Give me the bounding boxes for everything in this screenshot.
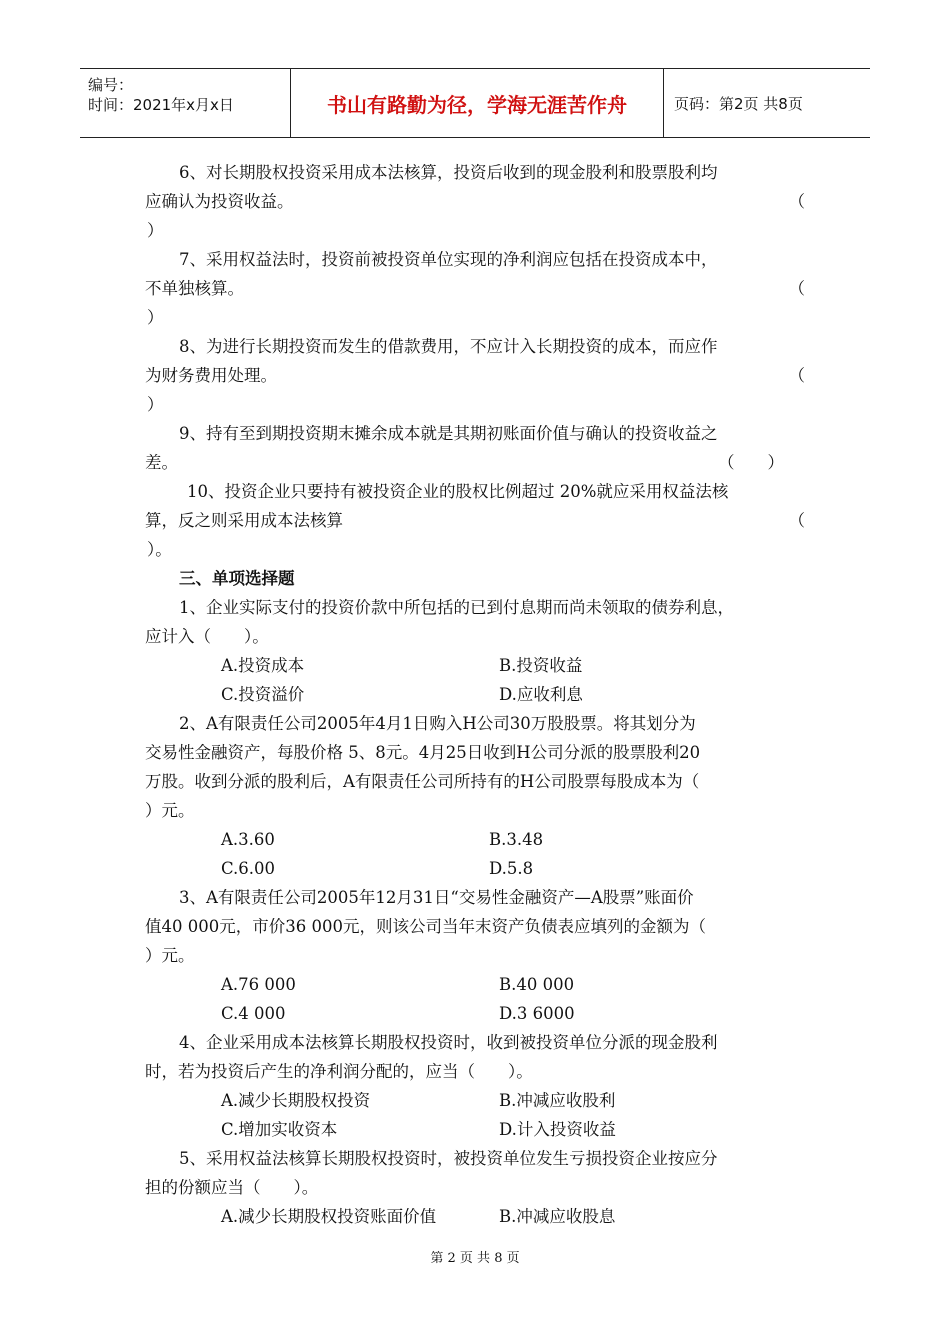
option-a: A.减少长期股权投资	[221, 1091, 371, 1110]
judgment-7: 7、采用权益法时，投资前被投资单位实现的净利润应包括在投资成本中， 不单独核算。 （ ）	[145, 250, 805, 327]
header-meta	[80, 69, 291, 137]
judgment-8: 8、为进行长期投资而发生的借款费用，不应计入长期投资的成本，而应作 为财务费用处理。 （ ）	[145, 337, 805, 414]
judgment-9: 9、持有至到期投资期末摊余成本就是其期初账面价值与确认的投资收益之 差。 （ ）	[145, 424, 784, 472]
section-title: 三、单项选择题	[179, 569, 295, 588]
document-body	[145, 158, 805, 1231]
option-c: C.投资溢价	[221, 685, 305, 704]
mc-question-5: 5、采用权益法核算长期股权投资时，被投资单位发生亏损投资企业按应分 担的份额应当（ ）。 A.减少长期股权投资账面价值 B.冲减应收股息	[145, 1144, 805, 1231]
page-header	[80, 68, 870, 138]
judgment-10: 10、投资企业只要持有被投资企业的股权比例超过 20%就应采用权益法核 算，反之则采用成本法核算 （ ）。	[145, 482, 805, 559]
option-a: A.减少长期股权投资账面价值	[221, 1207, 437, 1226]
option-b: B.冲减应收股息	[499, 1207, 616, 1226]
option-c: C.6.00	[221, 859, 276, 878]
option-c: C.4 000	[221, 1004, 286, 1023]
mc-question-4: 4、企业采用成本法核算长期股权投资时，收到被投资单位分派的现金股利 时，若为投资后产生的净利润分配的，应当（ ）。 A.减少长期股权投资 B.冲减应收股利 C.增加实收资本 D.计入投资收益	[145, 1028, 805, 1144]
option-b: B.40 000	[499, 975, 575, 994]
option-a: A.3.60	[221, 830, 275, 849]
option-c: C.增加实收资本	[221, 1120, 338, 1139]
option-a: A.76 000	[221, 975, 296, 994]
time-label: 时间：2021年x月x日	[88, 96, 234, 114]
option-b: B.投资收益	[499, 656, 583, 675]
mc-question-2: 2、A有限责任公司2005年4月1日购入H公司30万股股票。将其划分为 交易性金融资产，每股价格 5、8元。4月25日收到H公司分派的股票股利20 万股。收到分派的股利后，A有限责任公司所持有的H公司股票每股成本为（ ）元。 A.3.60 B.3.48 C.6.00 D.5.8	[145, 709, 805, 883]
header-page-info: 页码：第2页 共8页	[674, 94, 803, 113]
option-d: D.计入投资收益	[499, 1120, 616, 1139]
option-b: B.3.48	[489, 830, 544, 849]
page-footer: 第 2 页 共 8 页	[430, 1251, 520, 1266]
code-label: 编号：	[88, 76, 134, 94]
option-d: D.3 6000	[499, 1004, 575, 1023]
mc-question-3: 3、A有限责任公司2005年12月31日“交易性金融资产—A股票”账面价 值40 000元，市价36 000元，则该公司当年末资产负债表应填列的金额为（ ）元。 A.76 000 B.40 000 C.4 000 D.3 6000	[145, 883, 805, 1028]
option-d: D.5.8	[489, 859, 534, 878]
option-b: B.冲减应收股利	[499, 1091, 616, 1110]
mc-question-1: 1、企业实际支付的投资价款中所包括的已到付息期而尚未领取的债券利息， 应计入（ ）。 A.投资成本 B.投资收益 C.投资溢价 D.应收利息	[145, 593, 805, 709]
judgment-6: 6、对长期股权投资采用成本法核算，投资后收到的现金股利和股票股利均 应确认为投资收益。 （ ）	[145, 163, 805, 240]
option-a: A.投资成本	[221, 656, 305, 675]
header-motto: 书山有路勤为径，学海无涯苦作舟	[291, 69, 664, 137]
option-d: D.应收利息	[499, 685, 583, 704]
